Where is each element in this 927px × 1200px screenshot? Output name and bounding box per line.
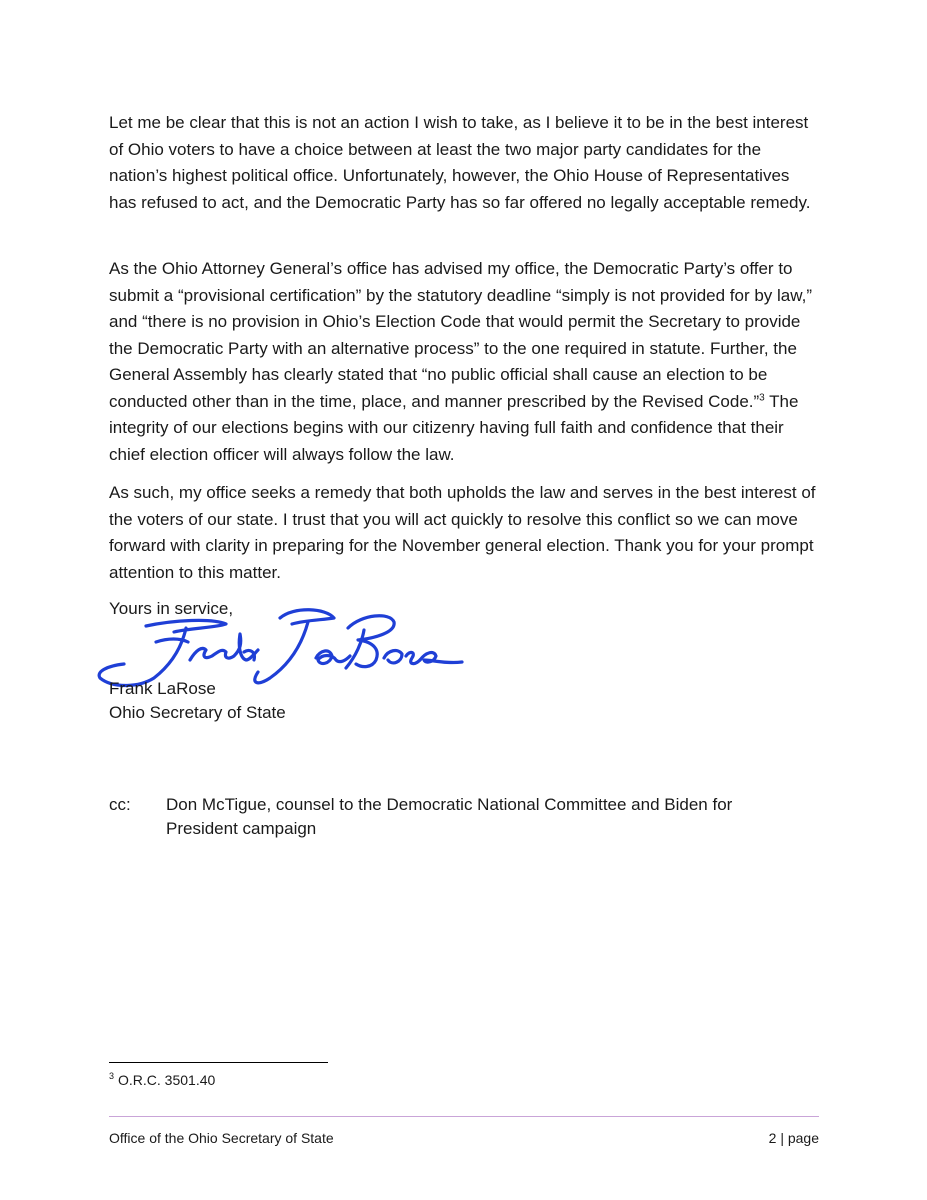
footer-page-number: 2 | page	[768, 1130, 819, 1146]
body-paragraph-1: Let me be clear that this is not an action I wish to take, as I believe it to be in the best interest of Ohio voters to have a choice between at least the two major party candidates for the nation’s highest political office. Unfortunately, however, the Ohio House of Representatives has refused to act, and the Democratic Party has so far offered no legally acceptable remedy.	[109, 113, 811, 212]
signer-name: Frank LaRose	[109, 679, 216, 698]
cc-label: cc:	[109, 795, 131, 814]
paragraph-2-text-before-note: As the Ohio Attorney General’s office has advised my office, the Democratic Party’s offer to submit a “provisional certification” by the statutory deadline “simply is not provided for by law,” and “there is no provision in Ohio’s Election Code that would permit the Secretary to provide the Democratic Party with an alternative process” to the one required in statute. Further, the General Assembly has clearly stated that “no public official shall cause an election to be conducted other than in the time, place, and manner prescribed by the Revised Code.”	[109, 259, 812, 411]
closing-line: Yours in service,	[109, 599, 234, 618]
footnote-marker: 3	[109, 1071, 115, 1082]
signer-title: Ohio Secretary of State	[109, 703, 286, 722]
footer-divider	[109, 1116, 819, 1117]
footer-office-name: Office of the Ohio Secretary of State	[109, 1130, 334, 1146]
cc-recipients: Don McTigue, counsel to the Democratic National Committee and Biden for President campaign	[166, 795, 733, 838]
paragraph-2-text-after-note: The integrity of our elections begins with our citizenry having full faith and confidence that their chief election officer will always follow the law.	[109, 391, 799, 464]
footnote-reference: 3	[759, 391, 765, 403]
footnote-separator	[109, 1062, 328, 1063]
footnote	[109, 1070, 215, 1090]
body-paragraph-2	[109, 256, 821, 468]
body-paragraph-3: As such, my office seeks a remedy that both upholds the law and serves in the best interest of the voters of our state. I trust that you will act quickly to resolve this conflict so we can move forward with clarity in preparing for the November general election. Thank you for your prompt attention to this matter.	[109, 483, 816, 582]
footnote-text: O.R.C. 3501.40	[118, 1072, 216, 1088]
